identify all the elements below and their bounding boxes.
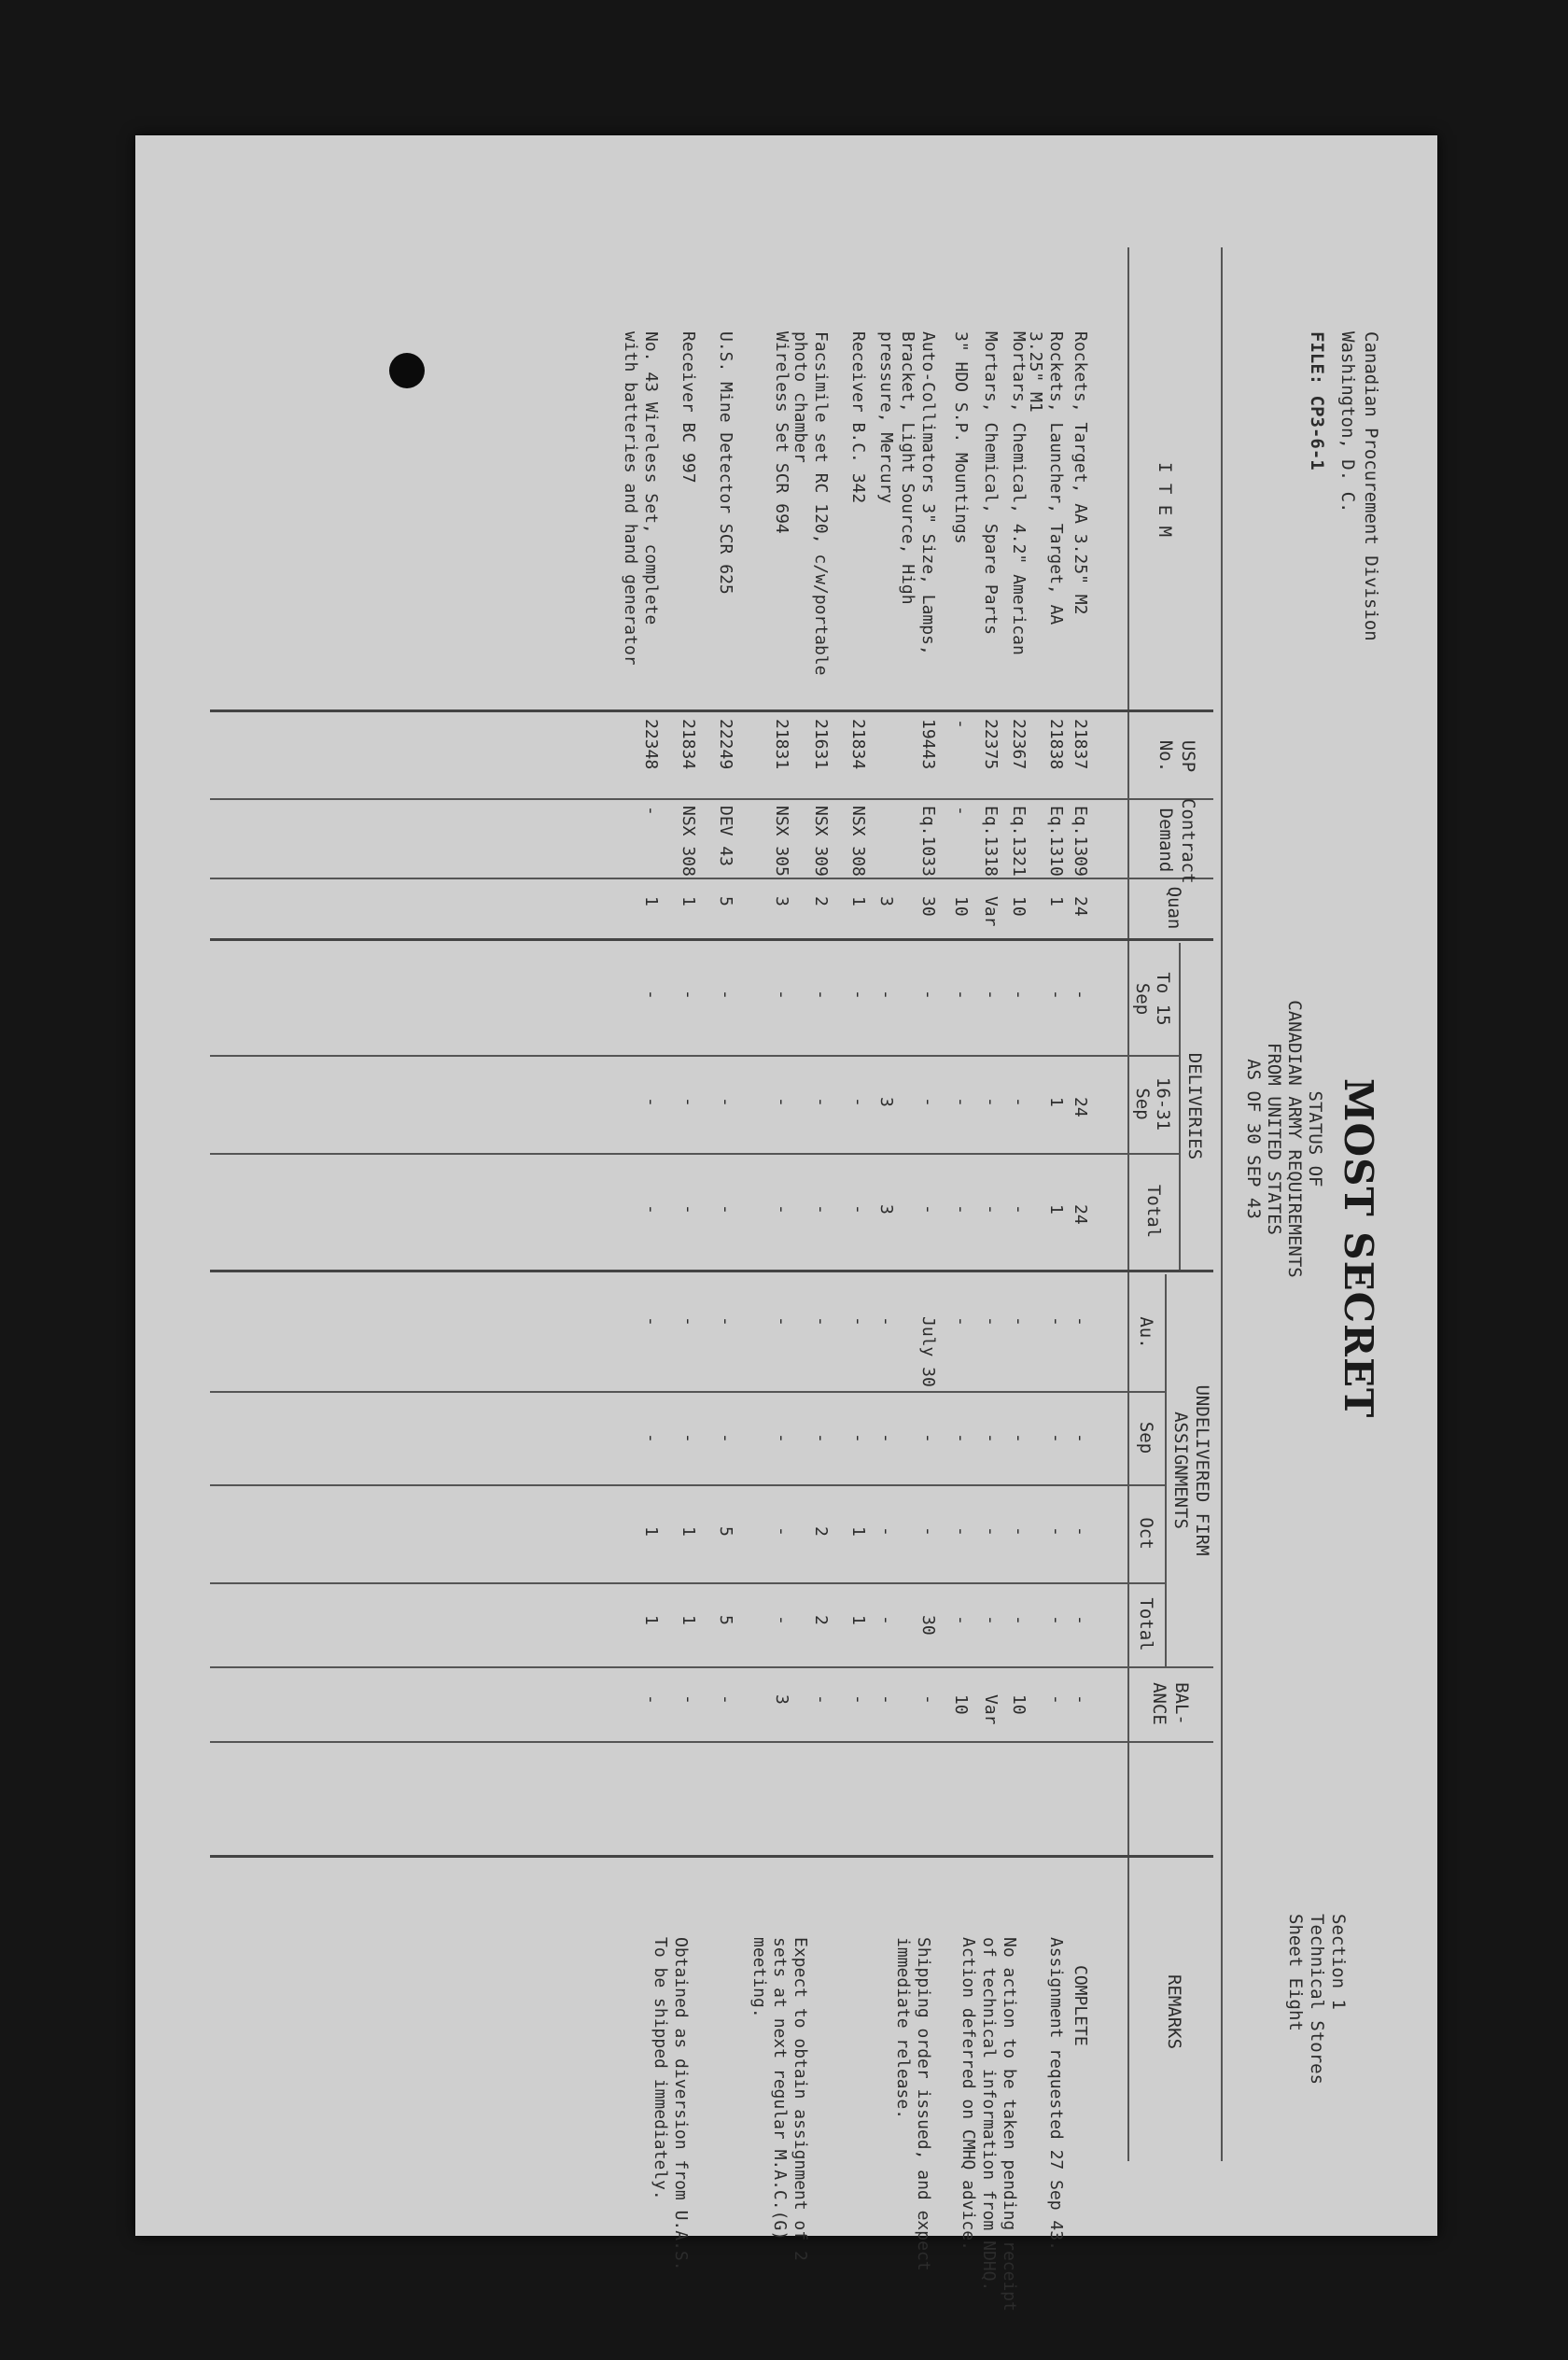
cell-aug: -	[848, 1316, 868, 1327]
remark-6a: Obtained as diversion from U.A.S.	[671, 1937, 691, 2271]
deliveries-group-rule	[1179, 943, 1181, 1270]
cell-s1631: 24	[1071, 1097, 1090, 1117]
cell-sep: -	[772, 1433, 791, 1443]
cell-contract: Eq.1318	[981, 806, 1001, 877]
cell-aug: -	[772, 1316, 791, 1327]
cell-contract: Eq.1033	[918, 806, 938, 877]
cell-balance: Var	[981, 1694, 1001, 1725]
col-rule-utotal	[210, 1666, 1213, 1668]
remark-4b: immediate release.	[893, 1937, 913, 2120]
cell-to15: -	[679, 990, 698, 1000]
classification-stamp: MOST SECRET	[1336, 1078, 1381, 1419]
cell-dtotal: -	[716, 1204, 735, 1215]
cell-balance: 10	[951, 1694, 971, 1715]
cell-contract: -	[951, 806, 971, 816]
cell-contract: Eq.1309	[1071, 806, 1090, 877]
cell-usp: 21838	[1046, 719, 1066, 770]
title-line-4: AS OF 30 SEP 43	[1243, 1059, 1264, 1219]
row-item-continued: Bracket, Light Source, High	[898, 331, 917, 605]
cell-usp: 22348	[641, 719, 661, 770]
cell-sep: -	[918, 1433, 938, 1443]
cell-oct: 1	[641, 1526, 661, 1537]
cell-balance: -	[679, 1694, 698, 1705]
cell-balance: -	[641, 1694, 661, 1705]
col-head-quan: Quan	[1164, 886, 1184, 930]
row-item: U.S. Mine Detector SCR 625	[716, 331, 735, 595]
col-rule-usp	[210, 798, 1213, 800]
cell-usp: -	[951, 719, 971, 729]
cell-usp: 21834	[848, 719, 868, 770]
cell-usp: 21837	[1071, 719, 1090, 770]
cell-sep: -	[811, 1433, 831, 1443]
section-label: Section 1	[1328, 1914, 1349, 2010]
cell-sep: -	[1046, 1433, 1066, 1443]
row-item: 3" HDO S.P. Mountings	[951, 331, 971, 544]
title-line-2: CANADIAN ARMY REQUIREMENTS	[1284, 1000, 1305, 1278]
cell-balance: 3	[772, 1694, 791, 1705]
cell-quan: 1	[679, 896, 698, 906]
row-item: Facsimile set RC 120, c/w/portable	[811, 331, 831, 676]
col-head-contract-1: Contract	[1178, 798, 1198, 884]
cell-usp: 22367	[1009, 719, 1029, 770]
col-head-aug: Au.	[1136, 1316, 1156, 1349]
cell-sep: -	[876, 1433, 896, 1443]
cell-usp: 22375	[981, 719, 1001, 770]
cell-aug: -	[811, 1316, 831, 1327]
cell-to15: -	[918, 990, 938, 1000]
cell-sep: -	[1071, 1433, 1090, 1443]
row-item: Rockets, Target, AA 3.25" M2	[1071, 331, 1090, 615]
col-head-deliveries: DELIVERIES	[1184, 1052, 1205, 1160]
cell-to15: -	[951, 990, 971, 1000]
remark-2: Assignment requested 27 Sep 43.	[1046, 1937, 1066, 2251]
cell-dtotal: 1	[1046, 1204, 1066, 1215]
cell-sep: -	[848, 1433, 868, 1443]
cell-contract: NSX 309	[811, 806, 831, 877]
cell-aug: July 30	[918, 1316, 938, 1387]
row-item: Mortars, Chemical, 4.2" American	[1009, 331, 1029, 655]
cell-s1631: -	[848, 1097, 868, 1107]
cell-oct: 5	[716, 1526, 735, 1537]
col-rule-quan	[210, 938, 1213, 941]
cell-oct: -	[1046, 1526, 1066, 1537]
col-head-1631-1: 16-31	[1153, 1076, 1173, 1131]
cell-contract: NSX 308	[679, 806, 698, 877]
row-item-continued: with batteries and hand generator	[621, 331, 640, 666]
row-item-continued: photo chamber	[791, 331, 810, 463]
cell-s1631: -	[951, 1097, 971, 1107]
cell-contract: Eq.1321	[1009, 806, 1029, 877]
col-rule-item	[210, 709, 1213, 712]
org-line-2: Washington, D. C.	[1337, 331, 1358, 513]
cell-utotal: -	[1009, 1615, 1029, 1625]
col-rule-1631	[210, 1153, 1181, 1155]
cell-aug: -	[716, 1316, 735, 1327]
cell-oct: -	[981, 1526, 1001, 1537]
cell-utotal: 2	[811, 1615, 831, 1625]
sheet-label: Sheet Eight	[1285, 1914, 1306, 2031]
col-head-delivered-total: Total	[1143, 1184, 1164, 1239]
cell-usp: 21631	[811, 719, 831, 770]
cell-to15: -	[876, 990, 896, 1000]
cell-sep: -	[1009, 1433, 1029, 1443]
cell-s1631: -	[716, 1097, 735, 1107]
cell-utotal: 30	[918, 1615, 938, 1636]
cell-s1631: -	[981, 1097, 1001, 1107]
cell-balance: -	[716, 1694, 735, 1705]
remark-5b: sets at next regular M.A.C.(G)	[770, 1937, 790, 2241]
cell-utotal: -	[772, 1615, 791, 1625]
col-rule-aug	[210, 1391, 1167, 1393]
cell-balance: -	[1046, 1694, 1066, 1705]
col-head-item: I T E M	[1155, 461, 1175, 538]
remark-6b: To be shipped immediately.	[651, 1937, 670, 2200]
cell-s1631: -	[772, 1097, 791, 1107]
row-item: No. 43 Wireless Set, complete	[641, 331, 661, 625]
cell-to15: -	[1046, 990, 1066, 1000]
cell-contract: NSX 305	[772, 806, 791, 877]
remark-3b: of technical information from NDHQ.	[979, 1937, 999, 2292]
cell-s1631: -	[641, 1097, 661, 1107]
cell-to15: -	[1071, 990, 1090, 1000]
cell-s1631: -	[918, 1097, 938, 1107]
cell-quan: 5	[716, 896, 735, 906]
cell-utotal: 5	[716, 1615, 735, 1625]
cell-quan: 3	[772, 896, 791, 906]
col-rule-balance	[210, 1855, 1213, 1858]
cell-utotal: -	[1071, 1615, 1090, 1625]
cell-contract: NSX 308	[848, 806, 868, 877]
cell-quan: 3	[876, 896, 896, 906]
col-head-1631-2: Sep	[1132, 1088, 1153, 1120]
remark-4a: Shipping order issued, and expect	[914, 1937, 933, 2271]
row-item: Wireless Set SCR 694	[772, 331, 791, 534]
col-head-usp-1: USP	[1178, 739, 1198, 773]
cell-s1631: -	[1009, 1097, 1029, 1107]
col-head-usp-2: No.	[1155, 739, 1176, 773]
cell-aug: -	[876, 1316, 896, 1327]
remark-complete: COMPLETE	[1071, 1965, 1090, 2046]
col-head-sep: Sep	[1136, 1421, 1156, 1454]
cell-dtotal: -	[848, 1204, 868, 1215]
cell-s1631: -	[679, 1097, 698, 1107]
org-line-1: Canadian Procurement Division	[1361, 331, 1381, 641]
cell-usp: 21831	[772, 719, 791, 770]
col-head-undelivered-total: Total	[1136, 1597, 1156, 1651]
remark-3c: Action deferred on CMHQ advice.	[959, 1937, 978, 2251]
remark-5a: Expect to obtain assignment of 2	[791, 1937, 810, 2261]
col-head-remarks: REMARKS	[1164, 1974, 1184, 2050]
col-head-balance-2: ANCE	[1149, 1682, 1169, 1725]
stores-label: Technical Stores	[1307, 1914, 1327, 2086]
cell-to15: -	[1009, 990, 1029, 1000]
cell-aug: -	[1046, 1316, 1066, 1327]
cell-to15: -	[641, 990, 661, 1000]
row-item: Receiver B.C. 342	[848, 331, 868, 504]
cell-dtotal: -	[1009, 1204, 1029, 1215]
cell-dtotal: -	[641, 1204, 661, 1215]
cell-aug: -	[1071, 1316, 1090, 1327]
remark-3a: No action to be taken pending receipt	[1000, 1937, 1019, 2311]
cell-dtotal: -	[811, 1204, 831, 1215]
cell-balance: -	[811, 1694, 831, 1705]
cell-quan: 30	[918, 896, 938, 917]
col-head-to15-1: To 15	[1153, 972, 1173, 1026]
cell-quan: Var	[981, 896, 1001, 927]
row-item: Auto-Collimators 3" Size, Lamps,	[918, 331, 938, 655]
cell-contract: Eq.1310	[1046, 806, 1066, 877]
cell-aug: -	[981, 1316, 1001, 1327]
undelivered-group-rule	[1165, 1274, 1167, 1666]
cell-s1631: 1	[1046, 1097, 1066, 1107]
cell-to15: -	[772, 990, 791, 1000]
cell-quan: 10	[951, 896, 971, 917]
cell-contract: -	[641, 806, 661, 816]
cell-quan: 10	[1009, 896, 1029, 917]
cell-dtotal: -	[918, 1204, 938, 1215]
cell-quan: 1	[641, 896, 661, 906]
col-head-undelivered-2: ASSIGNMENTS	[1170, 1412, 1191, 1529]
cell-dtotal: 24	[1071, 1204, 1090, 1225]
row-item: Mortars, Chemical, Spare Parts	[981, 331, 1001, 636]
cell-sep: -	[981, 1433, 1001, 1443]
cell-quan: 2	[811, 896, 831, 906]
col-rule-bal	[210, 1741, 1213, 1743]
cell-balance: -	[848, 1694, 868, 1705]
row-item-continued: 3.25" M1	[1026, 331, 1045, 413]
cell-utotal: -	[876, 1615, 896, 1625]
cell-aug: -	[951, 1316, 971, 1327]
cell-oct: -	[918, 1526, 938, 1537]
cell-usp: 22249	[716, 719, 735, 770]
cell-to15: -	[716, 990, 735, 1000]
title-line-1: STATUS OF	[1305, 1090, 1325, 1187]
cell-sep: -	[716, 1433, 735, 1443]
cell-usp: 19443	[918, 719, 938, 770]
cell-oct: 1	[679, 1526, 698, 1537]
header-bottom-rule	[1127, 247, 1129, 2161]
col-rule-to15	[210, 1055, 1181, 1057]
cell-dtotal: -	[981, 1204, 1001, 1215]
cell-sep: -	[641, 1433, 661, 1443]
row-item: pressure, Mercury	[876, 331, 896, 504]
row-item: Receiver BC 997	[679, 331, 698, 484]
cell-oct: -	[876, 1526, 896, 1537]
cell-dtotal: -	[679, 1204, 698, 1215]
remark-5c: meeting.	[749, 1937, 769, 2018]
cell-aug: -	[679, 1316, 698, 1327]
col-head-contract-2: Demand	[1155, 808, 1176, 873]
cell-balance: 10	[1009, 1694, 1029, 1715]
col-head-oct: Oct	[1136, 1517, 1156, 1550]
cell-dtotal: 3	[876, 1204, 896, 1215]
col-rule-deliveries	[210, 1270, 1213, 1272]
cell-balance: -	[918, 1694, 938, 1705]
cell-balance: -	[1071, 1694, 1090, 1705]
cell-quan: 1	[1046, 896, 1066, 906]
header-top-rule	[1221, 247, 1223, 2161]
cell-quan: 24	[1071, 896, 1090, 917]
row-item: Rockets, Launcher, Target, AA	[1046, 331, 1066, 625]
cell-aug: -	[641, 1316, 661, 1327]
cell-utotal: -	[1046, 1615, 1066, 1625]
title-line-3: FROM UNITED STATES	[1264, 1043, 1284, 1235]
file-number: FILE: CP3-6-1	[1307, 331, 1327, 471]
cell-dtotal: -	[951, 1204, 971, 1215]
col-rule-contract	[210, 878, 1213, 879]
cell-quan: 1	[848, 896, 868, 906]
cell-balance: -	[876, 1694, 896, 1705]
col-rule-sep	[210, 1484, 1167, 1486]
cell-oct: 2	[811, 1526, 831, 1537]
cell-oct: -	[772, 1526, 791, 1537]
col-head-to15-2: Sep	[1132, 982, 1153, 1016]
cell-oct: -	[1009, 1526, 1029, 1537]
cell-s1631: 3	[876, 1097, 896, 1107]
cell-sep: -	[951, 1433, 971, 1443]
cell-oct: -	[1071, 1526, 1090, 1537]
cell-utotal: 1	[679, 1615, 698, 1625]
col-rule-oct	[210, 1582, 1167, 1584]
cell-dtotal: -	[772, 1204, 791, 1215]
cell-oct: -	[951, 1526, 971, 1537]
cell-utotal: 1	[641, 1615, 661, 1625]
cell-utotal: 1	[848, 1615, 868, 1625]
cell-to15: -	[848, 990, 868, 1000]
rotated-sheet	[135, 135, 1437, 2311]
cell-s1631: -	[811, 1097, 831, 1107]
cell-oct: 1	[848, 1526, 868, 1537]
cell-utotal: -	[981, 1615, 1001, 1625]
col-head-undelivered-1: UNDELIVERED FIRM	[1192, 1384, 1212, 1556]
cell-to15: -	[811, 990, 831, 1000]
cell-contract: DEV 43	[716, 806, 735, 867]
cell-to15: -	[981, 990, 1001, 1000]
cell-usp: 21834	[679, 719, 698, 770]
cell-utotal: -	[951, 1615, 971, 1625]
cell-aug: -	[1009, 1316, 1029, 1327]
col-head-balance-1: BAL-	[1171, 1682, 1192, 1725]
cell-sep: -	[679, 1433, 698, 1443]
